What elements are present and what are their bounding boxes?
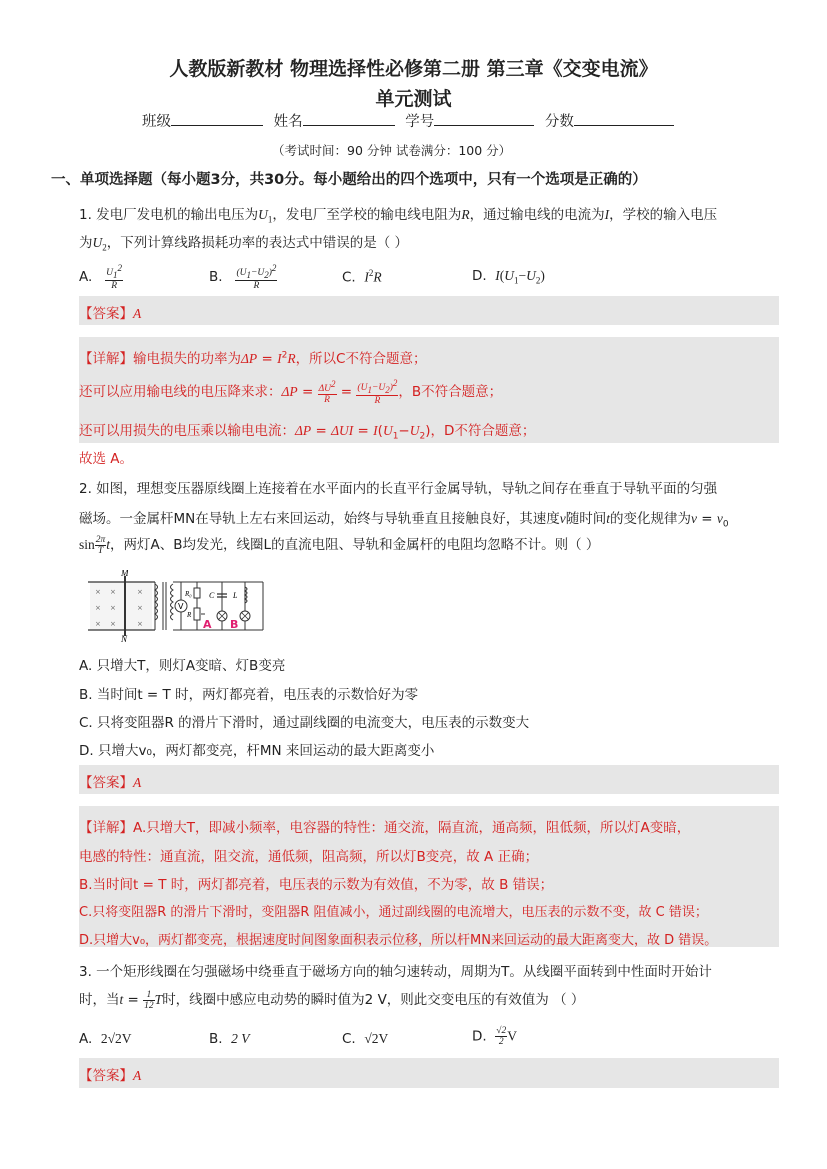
label-n: N	[121, 634, 128, 642]
id-label: 学号	[405, 114, 435, 130]
exam-info: （考试时间：90 分钟 试卷满分：100 分）	[272, 143, 512, 158]
q3-answer-box	[79, 1058, 779, 1088]
svg-text:×: ×	[137, 588, 143, 596]
q3-option-d[interactable]: D. $\frac{√2}{2}$ V	[472, 1026, 517, 1047]
svg-text:×: ×	[95, 620, 101, 628]
q1-option-d[interactable]: D. $I(U_1-U_2)$	[472, 268, 545, 286]
q2-circuit-figure	[85, 570, 270, 642]
student-info-line	[142, 110, 674, 131]
q2-answer: 【答案】A	[79, 775, 142, 791]
q2-stem-line1: 2. 如图，理想变压器原线圈上连接着在水平面内的长直平行金属导轨，导轨之间存在垂直于导轨平面的匀强	[79, 481, 718, 497]
q2-detail-line2: 电感的特性：通直流，阻交流，通低频，阻高频，所以灯B变亮，故 A 正确；	[79, 849, 539, 865]
q1-option-c[interactable]: C. $I^2R$	[342, 268, 382, 286]
section-heading: 一、单项选择题（每小题3分，共30分。每小题给出的四个选项中，只有一个选项是正确的）	[51, 172, 647, 188]
page-title: 人教版新教材 物理选择性必修第二册 第三章《交变电流》	[169, 58, 658, 80]
q3-stem-line1: 3. 一个矩形线圈在匀强磁场中绕垂直于磁场方向的轴匀速转动，周期为T。从线圈平面转到中性面时开始计	[79, 964, 712, 980]
svg-text:×: ×	[95, 588, 101, 596]
q2-option-b[interactable]: B. 当时间t = T 时，两灯都亮着，电压表的示数恰好为零	[79, 687, 419, 703]
class-label: 班级	[142, 114, 171, 130]
label-r0: R₀	[185, 590, 192, 598]
q3-option-c[interactable]: C. √2V	[342, 1031, 389, 1047]
label-b: B	[230, 618, 239, 631]
q2-option-c[interactable]: C. 只将变阻器R 的滑片下滑时，通过副线圈的电流变大，电压表的示数变大	[79, 715, 530, 731]
svg-text:×: ×	[137, 620, 143, 628]
class-field[interactable]	[171, 111, 263, 126]
name-field[interactable]	[303, 111, 395, 126]
q1-answer-box	[79, 296, 779, 325]
q2-detail-line4: C.只将变阻器R 的滑片下滑时，变阻器R 阻值减小，通过副线圈的电流增大，电压表的示数不变，故 C 错误；	[79, 905, 708, 920]
id-field[interactable]	[434, 111, 534, 126]
label-m: M	[121, 570, 129, 578]
label-c: C	[209, 591, 215, 600]
q2-option-a[interactable]: A. 只增大T，则灯A变暗、灯B变亮	[79, 658, 286, 674]
q1-option-a[interactable]: A. $\frac{U_1^2}{R}$	[79, 263, 123, 292]
score-field[interactable]	[574, 111, 674, 126]
svg-text:×: ×	[95, 604, 101, 612]
q1-detail-line3: 还可以用损失的电压乘以输电电流：$\Delta P = \Delta UI = I(U_1-U_2)$，D不符合题意；	[79, 423, 536, 442]
q3-option-b[interactable]: B. 2 V	[209, 1031, 250, 1047]
q2-option-d[interactable]: D. 只增大v₀，两灯都变亮，杆MN 来回运动的最大距离变小	[79, 743, 435, 759]
q2-detail-line1: 【详解】A.只增大T，即减小频率，电容器的特性：通交流，隔直流，通高频，阻低频，所以灯A变暗，	[79, 820, 691, 836]
svg-text:×: ×	[110, 620, 116, 628]
label-r: R	[187, 611, 192, 619]
q1-option-b[interactable]: B. $\frac{(U_1-U_2)^2}{R}$	[209, 263, 277, 292]
q2-stem-line3: sin $\frac{2\pi}{T}$ t，两灯A、B均发光，线圈L的直流电阻、导轨和金属杆的电阻均忽略不计。则（ ）	[79, 534, 600, 556]
q1-stem-line2: 为$U_2$，下列计算线路损耗功率的表达式中错误的是（ ）	[79, 235, 409, 253]
q1-detail-line4: 故选 A。	[79, 451, 134, 467]
q1-answer: 【答案】A	[79, 306, 142, 322]
q2-detail-line3: B.当时间t = T 时，两灯都亮着，电压表的示数为有效值，不为零，故 B 错误；	[79, 877, 554, 893]
label-v: V	[178, 602, 184, 611]
svg-text:×: ×	[110, 604, 116, 612]
page-subtitle: 单元测试	[375, 88, 452, 110]
q2-answer-box	[79, 765, 779, 794]
svg-text:×: ×	[110, 588, 116, 596]
q3-option-a[interactable]: A. 2√2V	[79, 1031, 132, 1047]
q1-detail-line2: 还可以应用输电线的电压降来求：ΔP = $\frac{\Delta U^2}{R}$ = $\frac{(U_1-U_2)^2}{R}$ ，B不符合题意；	[79, 378, 503, 407]
q1-stem-line1: 1. 发电厂发电机的输出电压为$U_1$，发电厂至学校的输电线电阻为R，通过输电线的电流为I，学校的输入电压	[79, 207, 718, 225]
q3-stem-line2: 时，当t = $\frac{1}{12}$ T时，线圈中感应电动势的瞬时值为2 V，则此交变电压的有效值为 （ ）	[79, 989, 585, 1011]
label-l: L	[233, 591, 238, 600]
q3-answer: 【答案】A	[79, 1068, 142, 1084]
q1-detail-line1: 【详解】输电损失的功率为$\Delta P = I^2R$，所以C不符合题意；	[79, 350, 427, 367]
label-a: A	[203, 618, 212, 631]
score-label: 分数	[544, 114, 574, 130]
q2-detail-line5: D.只增大v₀，两灯都变亮，根据速度时间图象面积表示位移，所以杆MN来回运动的最大距离变大，故 D 错误。	[79, 933, 718, 948]
q2-stem-line2: 磁场。一金属杆MN在导轨上左右来回运动，始终与导轨垂直且接触良好，其速度v随时间t的变化规律为$v = v_0$	[79, 511, 729, 530]
name-label: 姓名	[273, 114, 303, 130]
svg-text:×: ×	[137, 604, 143, 612]
